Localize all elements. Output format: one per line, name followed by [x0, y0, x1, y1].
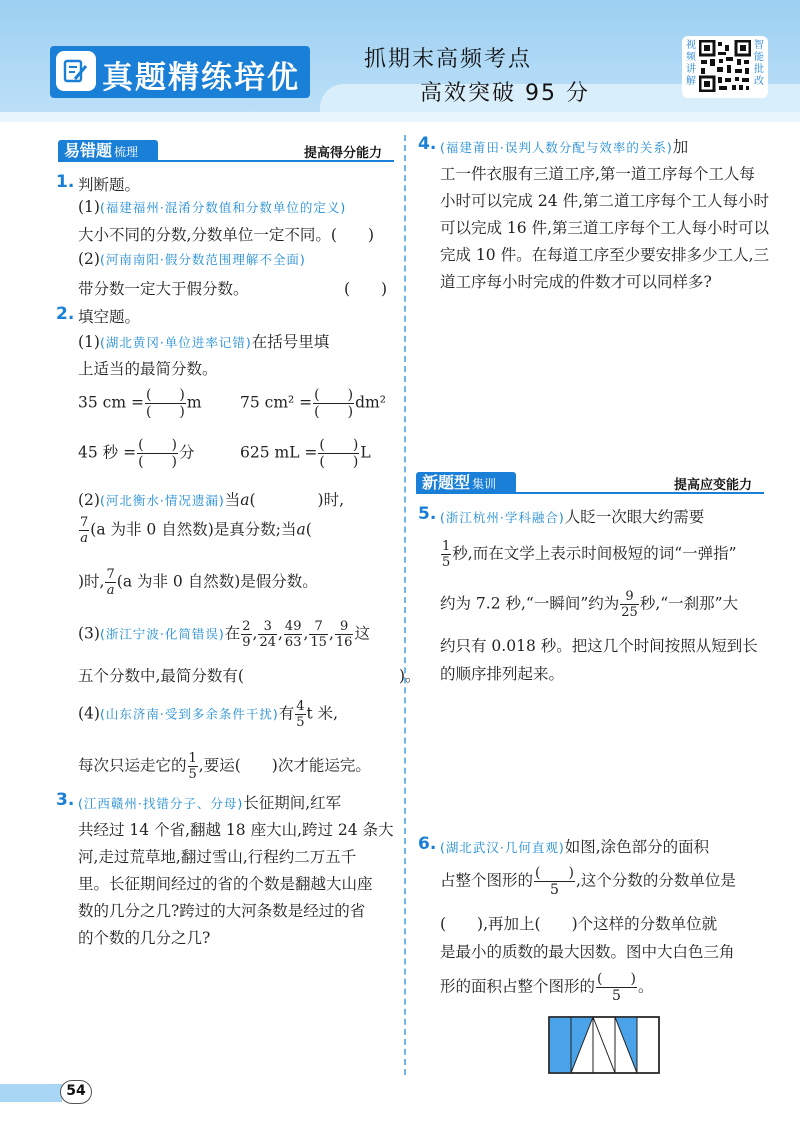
- question-text: 约只有 0.018 秒。把这几个时间按照从短到长: [440, 637, 758, 655]
- conversion-row: 45 秒 = $\frac{( )}{( )}$ 分: [78, 437, 195, 470]
- header-base-strip: [0, 112, 800, 122]
- sub-question: (2)(河北衡水·情况遗漏)当a( )时,: [78, 491, 345, 509]
- conversion-row: 75 cm² = $\frac{( )}{( )}$ dm²: [240, 387, 386, 420]
- question-text: (福建莆田·误判人数分配与效率的关系)加: [440, 138, 689, 156]
- question-text: 小时可以完成 24 件,第二道工序每个工人每小时: [440, 192, 770, 210]
- qr-right-label: 智能批改: [754, 40, 764, 87]
- sub-question-text: 五个分数中,最简分数有( )。: [78, 667, 421, 685]
- sub-question-text: 带分数一定大于假分数。: [78, 280, 249, 298]
- header-slogan-line1: 抓期末高频考点: [364, 47, 533, 72]
- question-stem: 判断题。: [78, 176, 141, 194]
- question-text: (江西赣州·找错分子、分母)长征期间,红军: [78, 794, 342, 812]
- question-text: (浙江杭州·学科融合)人眨一次眼大约需要: [440, 508, 705, 526]
- question-text: $\frac{1}{5}$ 秒,而在文学上表示时间极短的词“一弹指”: [442, 539, 737, 570]
- page-number: 54: [60, 1080, 92, 1104]
- question-text: 数的几分之几?跨过的大河条数是经过的省: [78, 902, 366, 920]
- sub-question: (4)(山东济南·受到多余条件干扰)有 $\frac{4}{5}$ t 米,: [78, 699, 339, 730]
- footer-bar: [0, 1084, 62, 1102]
- answer-paren[interactable]: ( ): [344, 280, 388, 298]
- section-label-right: 新题型 集训: [416, 472, 516, 494]
- sub-question-text: )时, $\frac{7}{a}$ (a 为非 0 自然数)是假分数。: [78, 567, 318, 598]
- question-text: 完成 10 件。在每道工序至少要安排多少工人,三: [440, 246, 770, 264]
- section-right-text-right: 提高应变能力: [674, 478, 753, 493]
- conversion-row: 35 cm = $\frac{( )}{( )}$ m: [78, 387, 202, 420]
- sub-question: (3)(浙江宁波·化简错误)在 $\frac{2}{9}$ , $\frac{3}{24}$ , $\frac{49}{63}$ , $\frac{7}{15}$ , $\frac{9}{16}$ 这: [78, 619, 370, 650]
- sub-question-text: $\frac{7}{a}$ (a 为非 0 自然数)是真分数;当a(: [80, 515, 405, 546]
- qr-left-label: 视频讲解: [686, 40, 696, 87]
- question-number: 2.: [56, 304, 75, 324]
- question-number: 1.: [56, 172, 75, 192]
- question-text: (湖北武汉·几何直观)如图,涂色部分的面积: [440, 838, 710, 856]
- question-number: 4.: [418, 134, 437, 154]
- conversion-row: 625 mL = $\frac{( )}{( )}$ L: [240, 437, 371, 470]
- brand-title: 真题精练培优: [102, 60, 300, 96]
- question-text: 形的面积占整个图形的 $\frac{( )}{5}$ 。: [440, 971, 654, 1004]
- question-text: ( ),再加上( )个这样的分数单位就: [440, 915, 718, 933]
- question-text: 工一件衣服有三道工序,第一道工序每个工人每: [440, 165, 755, 183]
- question-text: 共经过 14 个省,翻越 18 座大山,跨过 24 条大: [78, 821, 394, 839]
- question-text: 河,走过荒草地,翻过雪山,行程约二万五千: [78, 848, 357, 866]
- question-text: 道工序每小时完成的件数才可以同样多?: [440, 273, 712, 291]
- sub-question-text: 大小不同的分数,分数单位一定不同。( ): [78, 226, 375, 244]
- question-stem: 填空题。: [78, 308, 141, 326]
- question-text: 占整个图形的 $\frac{( )}{5}$ ,这个分数的分数单位是: [440, 865, 736, 898]
- question-text: 里。长征期间经过的省的个数是翻越大山座: [78, 875, 373, 893]
- pencil-note-icon: [56, 51, 96, 91]
- section-right-text-left: 提高得分能力: [304, 146, 383, 161]
- header-slogan-line2: 高效突破 95 分: [420, 81, 590, 106]
- sub-question-text: 每次只运走它的 $\frac{1}{5}$ ,要运( )次才能运完。: [78, 751, 371, 782]
- sub-question: (1)(湖北黄冈·单位进率记错)在括号里填: [78, 333, 330, 351]
- sub-question: (1)(福建福州·混淆分数值和分数单位的定义): [78, 198, 347, 216]
- question-text: 的顺序排列起来。: [440, 665, 565, 683]
- qr-code-icon[interactable]: [699, 40, 751, 92]
- question-text: 可以完成 16 件,第三道工序每个工人每小时可以: [440, 219, 770, 237]
- question-text: 约为 7.2 秒,“一瞬间”约为 $\frac{9}{25}$ 秒,“一刹那”大: [440, 589, 739, 620]
- question-number: 5.: [418, 504, 437, 524]
- question-number: 6.: [418, 834, 437, 854]
- question-text: 是最小的质数的最大因数。图中大白色三角: [440, 943, 735, 961]
- sub-question-text: 上适当的最简分数。: [78, 360, 218, 378]
- question-text: 的个数的几分之几?: [78, 929, 211, 947]
- question-number: 3.: [56, 790, 75, 810]
- shaded-rectangle-figure: [548, 1016, 660, 1074]
- section-label-left: 易错题 梳理: [58, 140, 158, 162]
- column-divider: [404, 135, 406, 1075]
- sub-question: (2)(河南南阳·假分数范围理解不全面): [78, 250, 306, 268]
